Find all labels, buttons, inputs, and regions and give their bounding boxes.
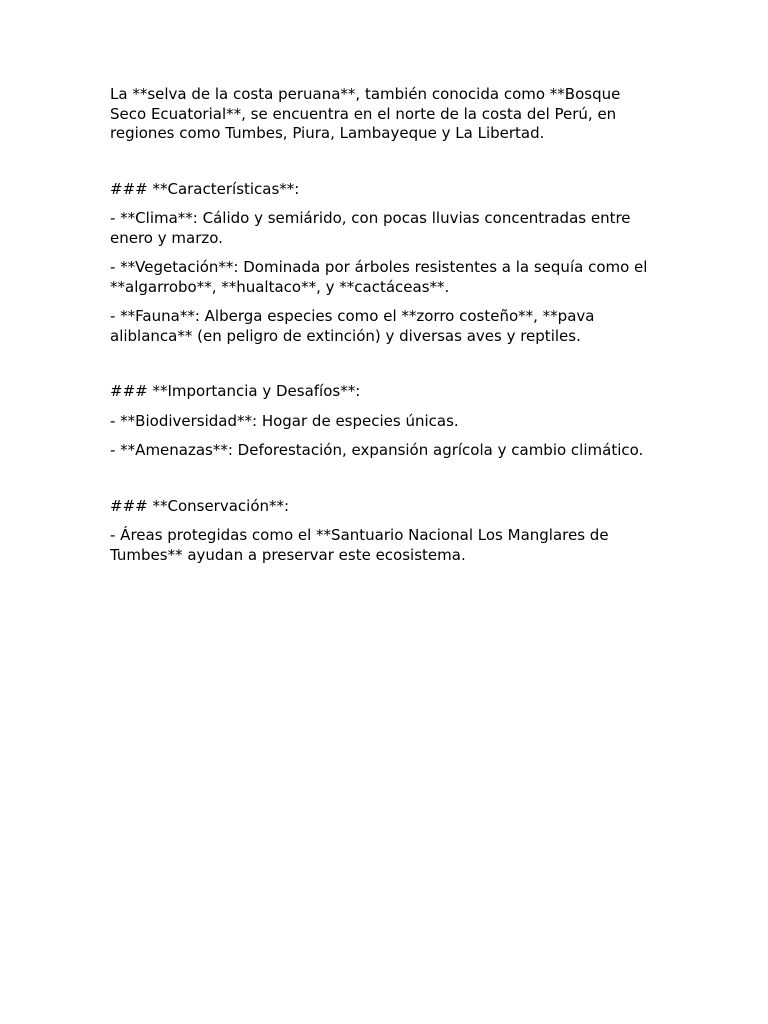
list-item-amenazas: - **Amenazas**: Deforestación, expansión agrícola y cambio climático.: [110, 441, 644, 459]
list-item-fauna: - **Fauna**: Alberga especies como el **zorro costeño**, **pava aliblanca** (en peligro de extinción) y diversas aves y reptiles.: [110, 307, 595, 345]
list-item-vegetacion: - **Vegetación**: Dominada por árboles resistentes a la sequía como el **algarrobo**, **hualtaco**, y **cactáceas**.: [110, 258, 648, 296]
list-item-clima: - **Clima**: Cálido y semiárido, con pocas lluvias concentradas entre enero y marzo.: [110, 209, 631, 247]
list-item-biodiversidad: - **Biodiversidad**: Hogar de especies únicas.: [110, 411, 459, 430]
list-item-areas-protegidas: - Áreas protegidas como el **Santuario Nacional Los Manglares de Tumbes** ayudan a preservar este ecosistema.: [110, 526, 609, 564]
document-page: [110, 85, 660, 575]
section-heading-conservacion: ### **Conservación**:: [110, 496, 290, 515]
section-heading-caracteristicas: ### **Características**:: [110, 179, 300, 198]
section-heading-importancia: ### **Importancia y Desafíos**:: [110, 382, 361, 400]
intro-paragraph: La **selva de la costa peruana**, también conocida como **Bosque Seco Ecuatorial**, se encuentra en el norte de la costa del Perú, en regiones como Tumbes, Piura, Lambayeque y La Libertad.: [110, 85, 621, 142]
